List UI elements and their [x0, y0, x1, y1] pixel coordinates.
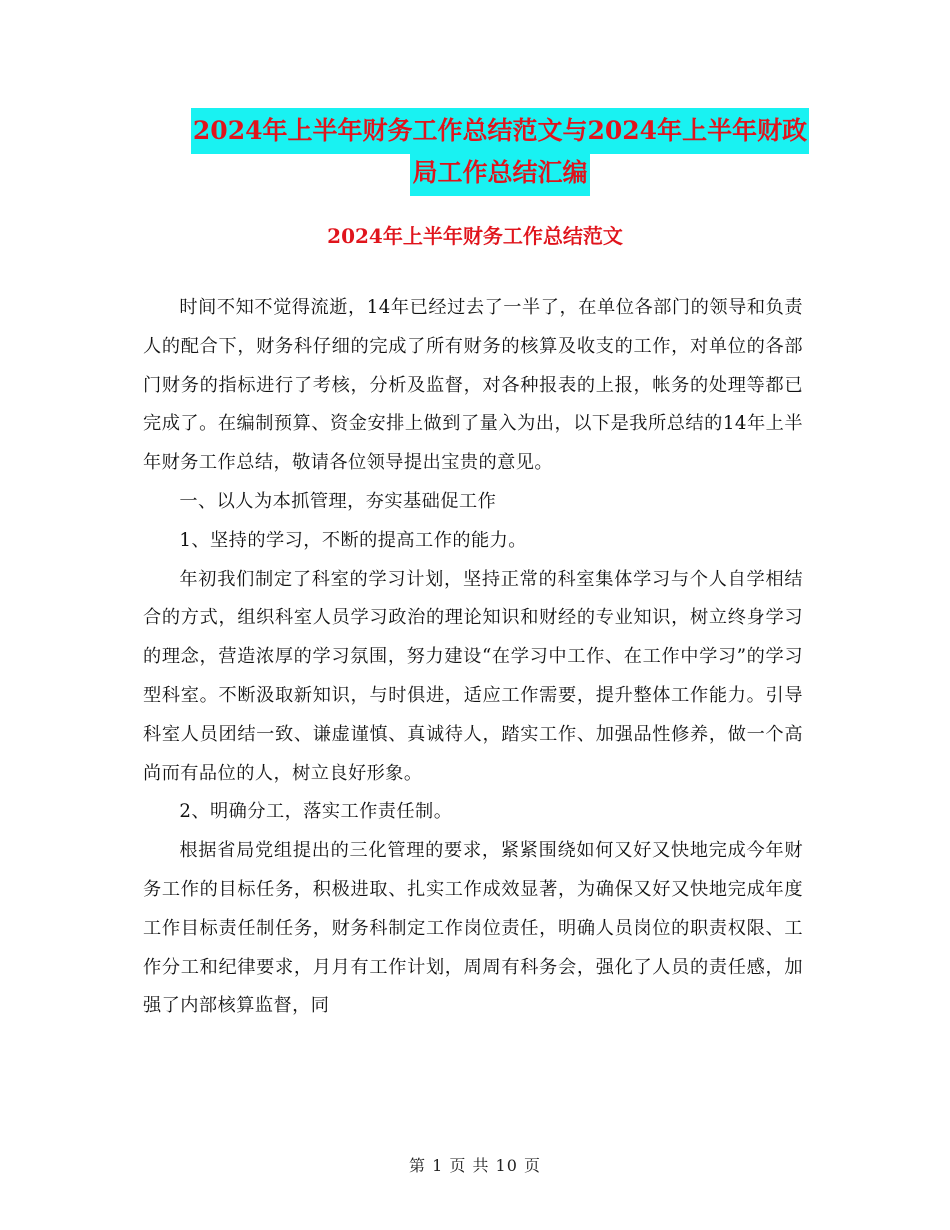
section-heading-1: 一、以人为本抓管理，夯实基础促工作 [179, 490, 497, 512]
document-title-line-1 [140, 108, 860, 154]
section-title: 2024年上半年财务工作总结范文 [327, 224, 623, 248]
document-title-line-2 [140, 150, 860, 196]
title-highlight-2: 局工作总结汇编 [410, 150, 589, 196]
page-footer: 第 1 页 共 10 页 [409, 1156, 541, 1175]
title-highlight-1: 2024年上半年财务工作总结范文与2024年上半年财政 [191, 108, 809, 154]
paragraph-learning: 年初我们制定了科室的学习计划，坚持正常的科室集体学习与个人自学相结合的方式，组织科室人员学习政治的理论知识和财经的专业知识，树立终身学习的理念，营造浓厚的学习氛围，努力建设“在学习中工作、在工作中学习”的学习型科室。不断汲取新知识，与时俱进，适应工作需要，提升整体工作能力。引导科室人员团结一致、谦虚谨慎、真诚待人，踏实工作、加强品性修养，做一个高尚而有品位的人，树立良好形象。 [143, 568, 803, 784]
document-body [143, 289, 803, 1026]
subsection-heading-2: 2、明确分工，落实工作责任制。 [179, 801, 453, 823]
paragraph-responsibility: 根据省局党组提出的三化管理的要求，紧紧围绕如何又好又快地完成今年财务工作的目标任务，积极进取、扎实工作成效显著，为确保又好又快地完成年度工作目标责任制任务，财务科制定工作岗位责任，明确人员岗位的职责权限、工作分工和纪律要求，月月有工作计划，周周有科务会，强化了人员的责任感，加强了内部核算监督，同 [143, 840, 803, 1017]
subsection-heading-1: 1、坚持的学习，不断的提高工作的能力。 [179, 529, 527, 551]
paragraph-intro: 时间不知不觉得流逝，14年已经过去了一半了，在单位各部门的领导和负责人的配合下，财务科仔细的完成了所有财务的核算及收支的工作，对单位的各部门财务的指标进行了考核，分析及监督，对各种报表的上报，帐务的处理等都已完成了。在编制预算、资金安排上做到了量入为出，以下是我所总结的14年上半年财务工作总结，敬请各位领导提出宝贵的意见。 [143, 297, 803, 474]
